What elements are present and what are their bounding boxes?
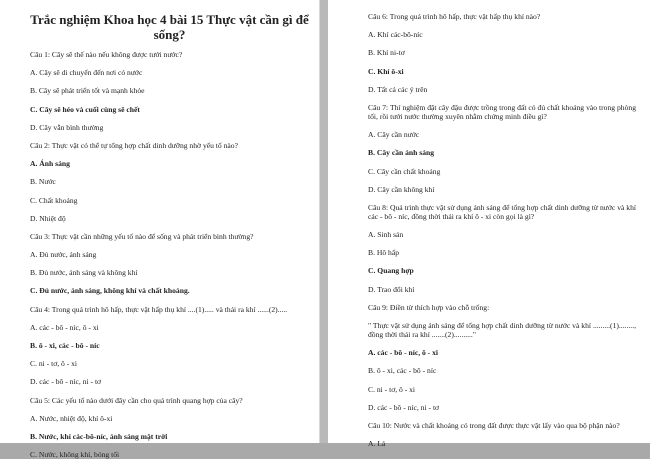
correct-answer-option: C. Khí ô-xi — [368, 66, 404, 76]
answer-option: B. Nước — [30, 177, 56, 187]
question-text: " Thực vật sử dụng ánh sáng để tổng hợp chất dinh dưỡng từ nước và khí .........(1)........, đồng thời thải ra khí .......(2).........." — [368, 321, 636, 339]
question-text: Câu 8: Quá trình thực vật sử dụng ánh sáng để tổng hợp chất dinh dưỡng từ nước và khí các - bô - níc, đồng thời thải ra khí ô - xi còn gọi là gì? — [368, 202, 636, 221]
answer-option: A. Cây sẽ di chuyển đến nơi có nước — [30, 68, 143, 78]
correct-answer-option: A. Ánh sáng — [30, 159, 70, 169]
answer-option: A. Đủ nước, ánh sáng — [30, 250, 97, 260]
answer-option: D. Cây vẫn bình thường — [30, 122, 104, 132]
answer-option: B. Khí ni-tơ — [368, 48, 405, 58]
answer-option: A. Lá — [368, 439, 386, 449]
answer-option: B. Hô hấp — [368, 248, 400, 258]
question-text: Câu 10: Nước và chất khoáng có trong đất được thực vật lấy vào qua bộ phận nào? — [368, 420, 620, 430]
correct-answer-option: B. ô - xi, các - bô - níc — [30, 341, 100, 350]
answer-option: C. ni - tơ, ô - xi — [368, 384, 416, 394]
answer-option: A. Sinh sản — [368, 230, 404, 240]
correct-answer-option: B. Nước, khí các-bô-níc, ánh sáng mặt trời — [30, 431, 168, 441]
answer-option: D. các - bô - níc, ni - tơ — [368, 402, 440, 412]
left-question-list — [30, 50, 309, 459]
answer-option: C. Chất khoáng — [30, 195, 78, 205]
question-text: Câu 1: Cây sẽ thế nào nếu không được tưới nước? — [30, 50, 183, 59]
question-text: Câu 2: Thực vật có thể tự tổng hợp chất dinh dưỡng nhờ yếu tố nào? — [30, 140, 238, 150]
answer-option: D. Tất cả các ý trên — [368, 84, 428, 94]
answer-option: C. Cây cần chất khoáng — [368, 166, 441, 176]
answer-option: A. các - bô - níc, ô - xi — [30, 322, 99, 332]
document-page-right — [328, 0, 650, 449]
answer-option: A. Cây cần nước — [368, 130, 420, 140]
right-question-list — [368, 12, 636, 448]
correct-answer-option: C. Cây sẽ héo và cuối cùng sẽ chết — [30, 104, 140, 114]
answer-option: B. Cây sẽ phát triển tốt và mạnh khỏe — [30, 86, 145, 96]
answer-option: A. Nước, nhiệt độ, khí ô-xi — [30, 413, 113, 423]
question-text: Câu 7: Thí nghiệm đặt cây đậu được trồng trong đất có đủ chất khoáng vào trong phòng tối, rồi tưới nước thường xuyên nhằm chứng minh điều gì? — [368, 102, 636, 121]
question-text: Câu 3: Thực vật cần những yếu tố nào để sống và phát triển bình thường? — [30, 231, 254, 241]
answer-option: D. Nhiệt độ — [30, 213, 66, 223]
question-text: Câu 9: Điền từ thích hợp vào chỗ trống: — [368, 302, 490, 312]
document-page-left — [0, 0, 320, 459]
correct-answer-option: A. các - bô - níc, ô - xi — [368, 348, 439, 358]
answer-option: D. Trao đổi khí — [368, 284, 415, 294]
question-text: Câu 5: Các yếu tố nào dưới đây cần cho quá trình quang hợp của cây? — [30, 395, 243, 405]
answer-option: D. các - bô - níc, ni - tơ — [30, 377, 102, 387]
answer-option: B. Đủ nước, ánh sáng và không khí — [30, 268, 138, 278]
correct-answer-option: B. Cây cần ánh sáng — [368, 148, 435, 158]
answer-option: C. Nước, không khí, bóng tối — [30, 450, 120, 459]
answer-option: B. ô - xi, các - bô - níc — [368, 366, 437, 376]
page-gap — [320, 0, 328, 443]
question-text: Câu 6: Trong quá trình hô hấp, thực vật hấp thụ khí nào? — [368, 12, 541, 21]
correct-answer-option: C. Đủ nước, ánh sáng, không khí và chất khoáng. — [30, 286, 190, 296]
question-text: Câu 4: Trong quá trình hô hấp, thực vật hấp thụ khí ....(1)..... và thải ra khí ......(2)..... — [30, 304, 288, 314]
answer-option: C. ni - tơ, ô - xi — [30, 359, 78, 369]
correct-answer-option: C. Quang hợp — [368, 266, 414, 276]
answer-option: A. Khí các-bô-níc — [368, 30, 423, 40]
document-title: Trắc nghiệm Khoa học 4 bài 15 Thực vật cần gì để sống? — [30, 12, 309, 42]
answer-option: D. Cây cần không khí — [368, 184, 435, 194]
